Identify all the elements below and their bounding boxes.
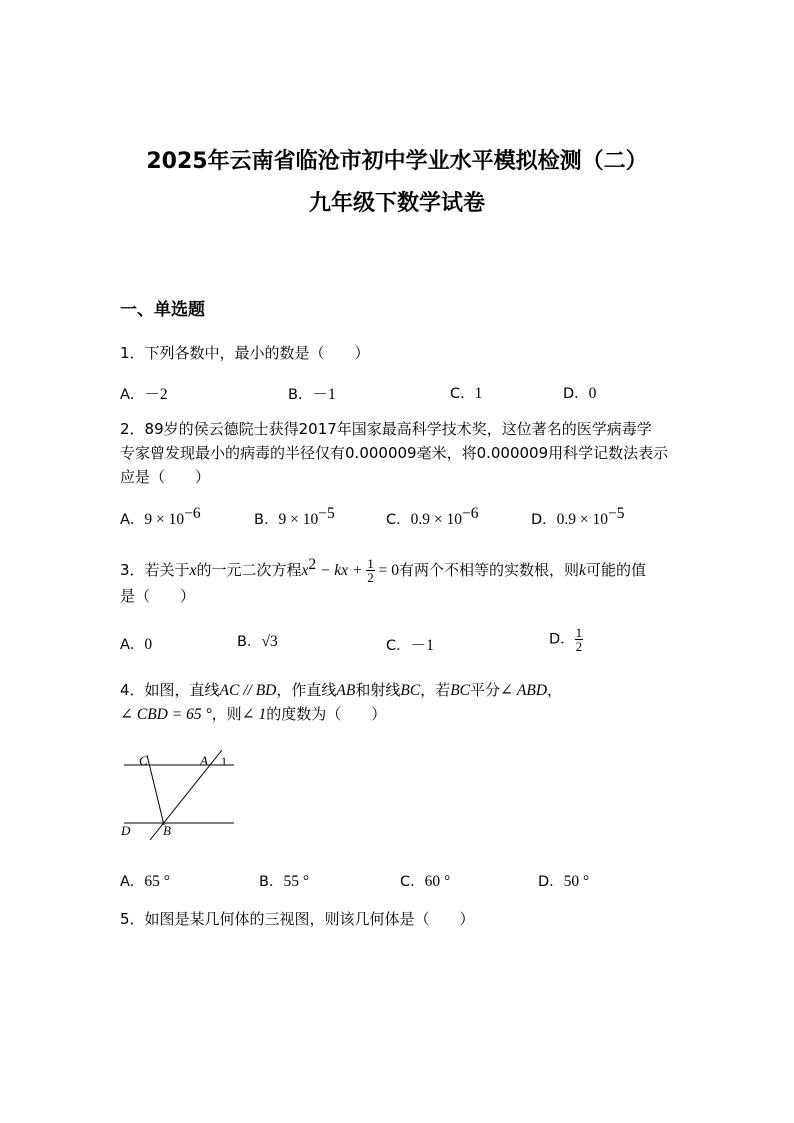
question-5-text: 5．如图是某几何体的三视图，则该几何体是（ ）	[120, 910, 475, 928]
question-4-line-1: 4．如图，直线AC // BD，作直线AB和射线BC，若BC平分∠ ABD，	[120, 681, 563, 699]
q2-option-b: B．$9 \times 10^{-5}$	[254, 505, 335, 528]
q4-option-c: C．60 °	[400, 873, 451, 890]
q3-option-a: A．0	[120, 636, 153, 653]
question-2-line-1: 2．89岁的侯云德院士获得2017年国家最高科学技术奖，这位著名的医学病毒学	[120, 420, 652, 438]
q1-option-b: B．－1	[288, 386, 336, 403]
q2-option-d: D．$0.9 \times 10^{-5}$	[531, 505, 625, 528]
q4-option-d: D．50 °	[538, 873, 590, 890]
q2-option-c: C．$0.9 \times 10^{-6}$	[386, 505, 479, 528]
label-a: A	[200, 753, 208, 768]
q1-option-c: C．1	[450, 385, 483, 402]
question-4-line-2: ∠ CBD = 65 °，则∠ 1的度数为（ ）	[120, 705, 387, 723]
q1-option-a: A．－2	[120, 386, 168, 403]
question-2-line-3: 应是（ ）	[120, 468, 211, 486]
q1-option-d: D．0	[563, 385, 597, 402]
question-1-text: 1．下列各数中，最小的数是（ ）	[120, 344, 370, 362]
label-d: D	[121, 823, 131, 838]
exam-title: 2025年云南省临沧市初中学业水平模拟检测（二）	[146, 149, 648, 174]
exam-subtitle: 九年级下数学试卷	[308, 191, 485, 216]
question-2-line-2: 专家曾发现最小的病毒的半径仅有0.000009毫米，将0.000009用科学记数法表示	[120, 444, 669, 462]
fraction: $\frac{1}{2}$	[575, 625, 583, 654]
question-3-line-2: 是（ ）	[120, 587, 196, 605]
q4-option-a: A．65 °	[120, 873, 170, 890]
fraction: $\frac{1}{2}$	[367, 556, 374, 585]
q3-option-b: B．√3	[237, 633, 278, 650]
q3-option-d: D． $\frac{1}{2}$	[549, 625, 583, 654]
label-angle-1: 1	[221, 754, 227, 768]
q3-option-c: C．－1	[386, 637, 434, 654]
label-b: B	[163, 823, 171, 838]
section-heading: 一、单选题	[120, 300, 205, 320]
q4-option-b: B．55 °	[259, 873, 310, 890]
line-ab	[150, 750, 222, 840]
geometry-figure	[114, 744, 240, 840]
question-3-line-1: 3．若关于x的一元二次方程$x^2$ − kx + $\frac{1}{2}$ = 0有两个不相等的实数根，则k可能的值	[120, 556, 646, 585]
equation: $x^2$ − kx + $\frac{1}{2}$ = 0	[301, 556, 400, 585]
q2-option-a: A．$9 \times 10^{-6}$	[120, 505, 201, 528]
label-c: C	[139, 753, 148, 768]
